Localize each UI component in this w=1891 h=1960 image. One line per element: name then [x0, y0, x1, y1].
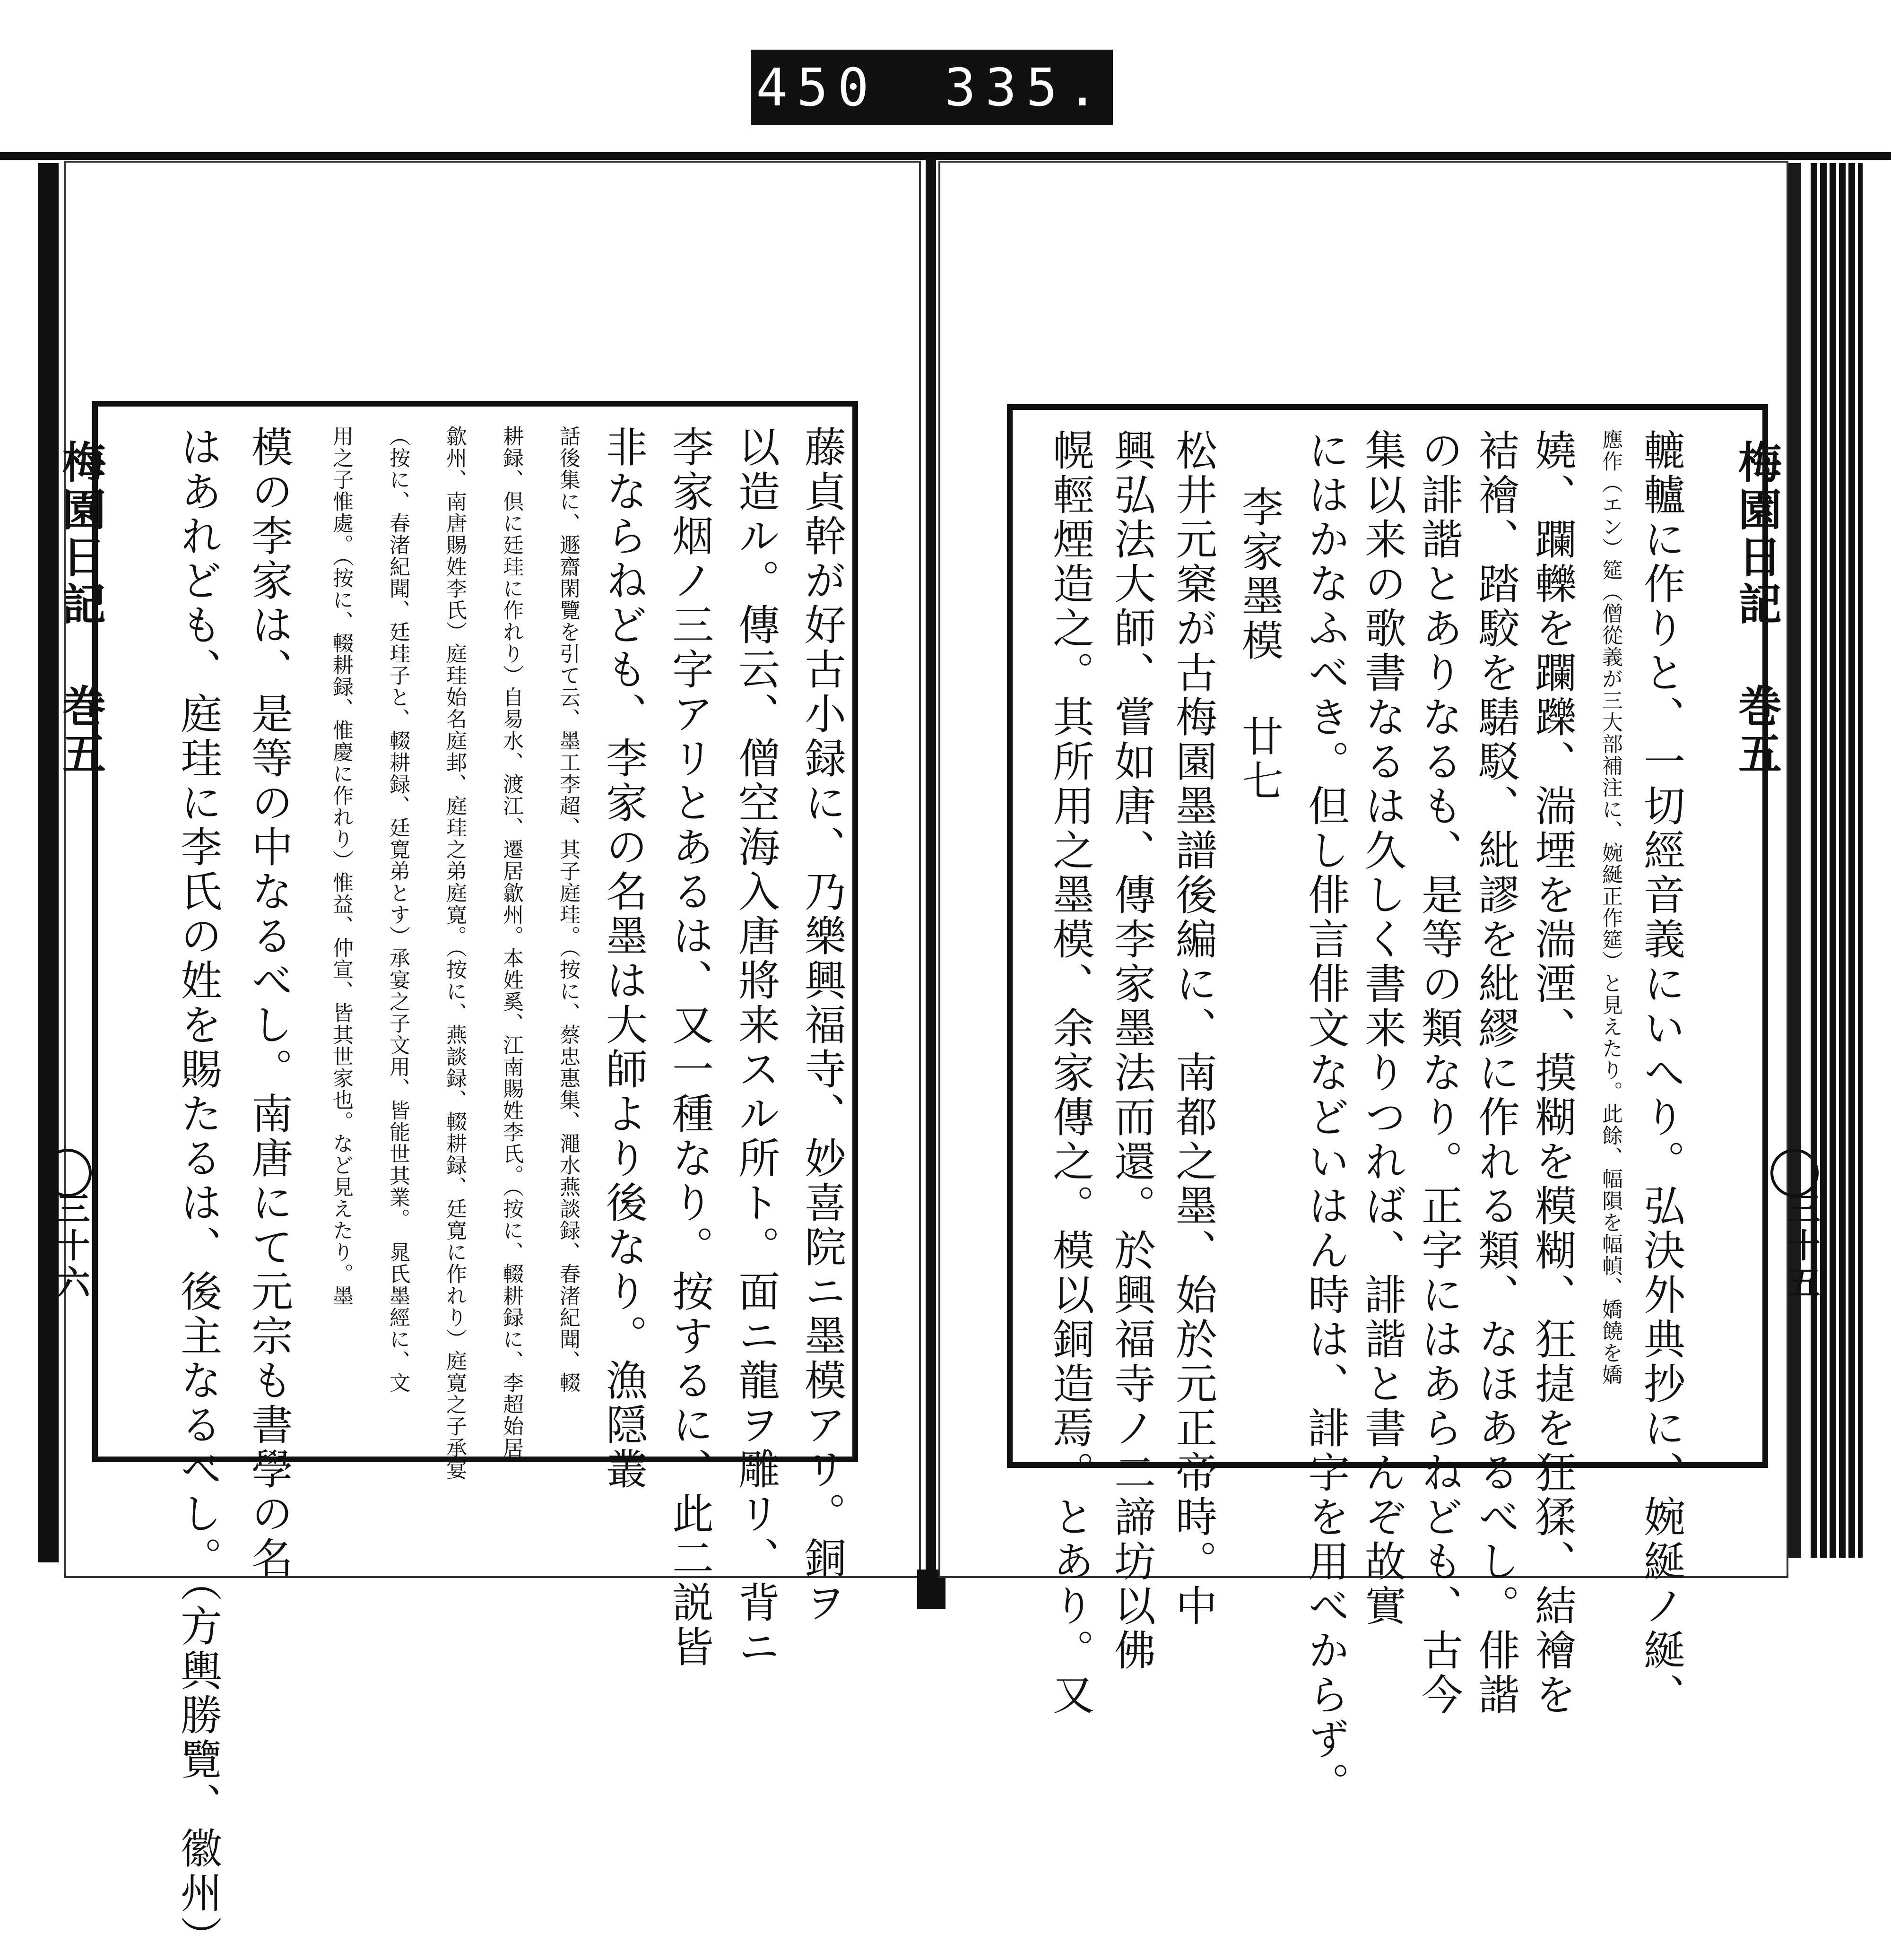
archive-label-right-number: 335. — [944, 57, 1108, 118]
left-page-folio: 三十六 — [52, 1191, 91, 1302]
right-col-11: 幌輕煙造之。其所用之墨模、余家傳之。模以銅造焉。とあり。又 — [1046, 429, 1095, 1717]
right-col-1: 轆轤に作りと、一切經音義にいへり。弘決外典抄に、婉綖ノ綖、 — [1637, 429, 1686, 1717]
left-col-1: 藤貞幹が好古小録に、乃樂興福寺、妙喜院ニ墨模アリ。銅ヲ — [798, 425, 847, 1625]
left-col-9: 用之子惟處。（按に、輟耕録、惟慶に作れり）惟益、仲宣、皆其世家也。など見えたり。墨 — [329, 425, 353, 1307]
book-spine — [926, 160, 936, 1597]
right-page-folio: 三十五 — [1782, 1191, 1821, 1302]
right-col-7: にはかなふべき。但し俳言俳文などいはん時は、誹字を用べからず。 — [1301, 429, 1350, 1806]
left-col-6: 耕録、倶に廷珪に作れり）自易水、渡江、遷居歙州。本姓奚、江南賜姓李氏。（按に、輟耕録に、李超始居 — [499, 425, 523, 1459]
left-book-edge — [38, 163, 59, 1562]
left-col-2: 以造ル。傳云、僧空海入唐將来スル所ト。面ニ龍ヲ雕リ、背ニ — [732, 425, 781, 1670]
left-col-11: はあれども、庭珪に李氏の姓を賜たるは、後主なるべし。（方輿勝覽、徽州） — [174, 425, 223, 1960]
right-col-2: 應作（エン）筵（僧從義が三大部補注に、婉綖正作筵）と見えたり。此餘、幅隕を幅幀、嬌饒を嬌 — [1598, 429, 1622, 1386]
right-col-5: の誹諧とありなるも、是等の類なり。正字にはあらねども、古今 — [1415, 429, 1464, 1717]
archive-label-left-number: 450 — [756, 57, 878, 118]
right-page-stack — [1811, 163, 1863, 1558]
archive-label — [751, 50, 1113, 125]
left-page-margin-title: 梅園日記 巻五 — [55, 440, 106, 778]
right-col-9: 松井元㮤が古梅園墨譜後編に、南都之墨、始於元正帝時。中 — [1169, 429, 1218, 1629]
right-text-frame — [1007, 404, 1768, 1806]
right-col-8-heading: 李家墨模 廿七 — [1235, 486, 1284, 804]
left-col-8: （按に、春渚紀聞、廷珪子と、輟耕録、廷寛弟とす）承宴之子文用、皆能世其業。 晁氏墨經に、文 — [386, 425, 410, 1394]
left-col-3: 李家烟ノ三字アリとあるは、又一種なり。按するに、此二説皆 — [666, 425, 714, 1670]
right-col-10: 興弘法大師、嘗如唐、傳李家墨法而還。於興福寺ノ二諦坊以佛 — [1108, 429, 1156, 1673]
left-folio-circle — [43, 1149, 92, 1197]
right-col-4: 袺襘、踏駮を騞駁、紕謬を紕繆に作れる類、なほあるべし。俳諧 — [1472, 429, 1520, 1717]
right-col-3: 嬈、躝轢を躝躒、湍堙を湍湮、摸糊を糢糊、狂㨗を狂猱、結襘を — [1528, 429, 1577, 1717]
right-page-margin-title: 梅園日記 巻五 — [1731, 440, 1782, 778]
right-col-6: 集以来の歌書なるは久しく書来りつれば、誹諧と書んぞ故實 — [1358, 429, 1407, 1629]
left-col-7: 歙州、南唐賜姓李氏）庭珪始名庭邽、庭珪之弟庭寛。（按に、燕談録、輟耕録、廷寛に作れり）庭寛之子承宴 — [442, 425, 467, 1481]
right-folio-circle — [1770, 1149, 1819, 1197]
top-rule — [0, 152, 1891, 160]
left-col-5: 話後集に、遯齋閑覽を引て云、墨工李超、其子庭珪。（按に、蔡忠惠集、澠水燕談録、春渚紀聞、輟 — [556, 425, 580, 1394]
left-text-frame — [92, 401, 858, 1960]
left-col-4: 非ならねども、李家の名墨は大師より後なり。漁隠叢 — [599, 425, 648, 1492]
left-col-10: 模の李家は、是等の中なるべし。南唐にて元宗も書學の名 — [245, 425, 294, 1581]
